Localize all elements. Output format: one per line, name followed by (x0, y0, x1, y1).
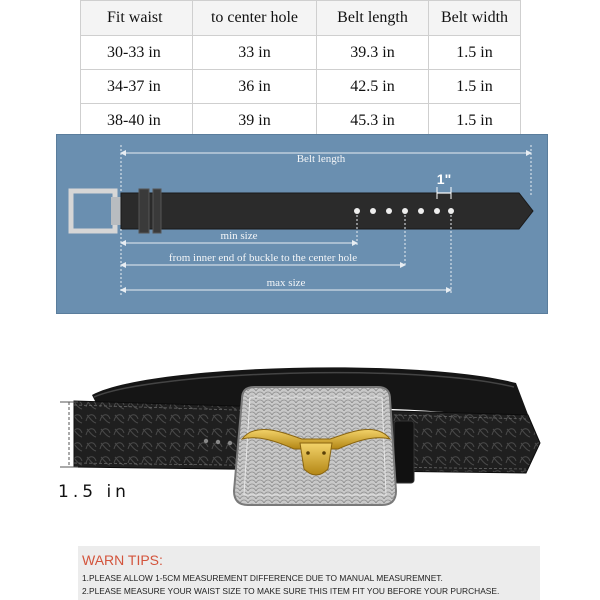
cell-belt-length: 45.3 in (317, 104, 429, 138)
cell-fit-waist: 30-33 in (81, 36, 193, 70)
header-fit-waist: Fit waist (81, 1, 193, 36)
min-size-label: min size (220, 230, 258, 242)
belt-photo-svg (56, 355, 546, 535)
hole-spacing-label: 1" (436, 171, 452, 187)
warn-tips-box (78, 546, 540, 600)
cell-center-hole: 33 in (193, 36, 317, 70)
belt-strap-diagram (121, 193, 533, 229)
cell-fit-waist: 34-37 in (81, 70, 193, 104)
belt-keeper-photo (394, 421, 414, 483)
table-row (81, 70, 521, 104)
table-header-row (81, 1, 521, 36)
measurement-diagram (56, 134, 548, 314)
cell-belt-width: 1.5 in (429, 104, 521, 138)
warn-tip-1: 1.PLEASE ALLOW 1-5CM MEASUREMENT DIFFERENCE DUE TO MANUAL MEASUREMNET. (82, 573, 443, 583)
header-center-hole: to center hole (193, 1, 317, 36)
warn-tips-title: WARN TIPS: (82, 552, 163, 568)
belt-width-label: 1.5 in (58, 482, 130, 502)
cell-belt-length: 39.3 in (317, 36, 429, 70)
cell-center-hole: 36 in (193, 70, 317, 104)
cell-belt-length: 42.5 in (317, 70, 429, 104)
cell-belt-width: 1.5 in (429, 70, 521, 104)
cell-center-hole: 39 in (193, 104, 317, 138)
size-table (80, 0, 521, 138)
max-size-label: max size (266, 277, 306, 289)
belt-keeper (139, 189, 149, 233)
center-hole-label: from inner end of buckle to the center hole (168, 252, 358, 264)
table-row (81, 104, 521, 138)
belt-length-label: Belt length (296, 153, 346, 165)
cell-fit-waist: 38-40 in (81, 104, 193, 138)
header-belt-length: Belt length (317, 1, 429, 36)
buckle-diagram-icon (71, 191, 123, 231)
cell-belt-width: 1.5 in (429, 36, 521, 70)
warn-tip-2: 2.PLEASE MEASURE YOUR WAIST SIZE TO MAKE SURE THIS ITEM FIT YOU BEFORE YOUR PURCHASE. (82, 586, 500, 596)
product-photo (56, 355, 546, 535)
table-row (81, 36, 521, 70)
header-belt-width: Belt width (429, 1, 521, 36)
